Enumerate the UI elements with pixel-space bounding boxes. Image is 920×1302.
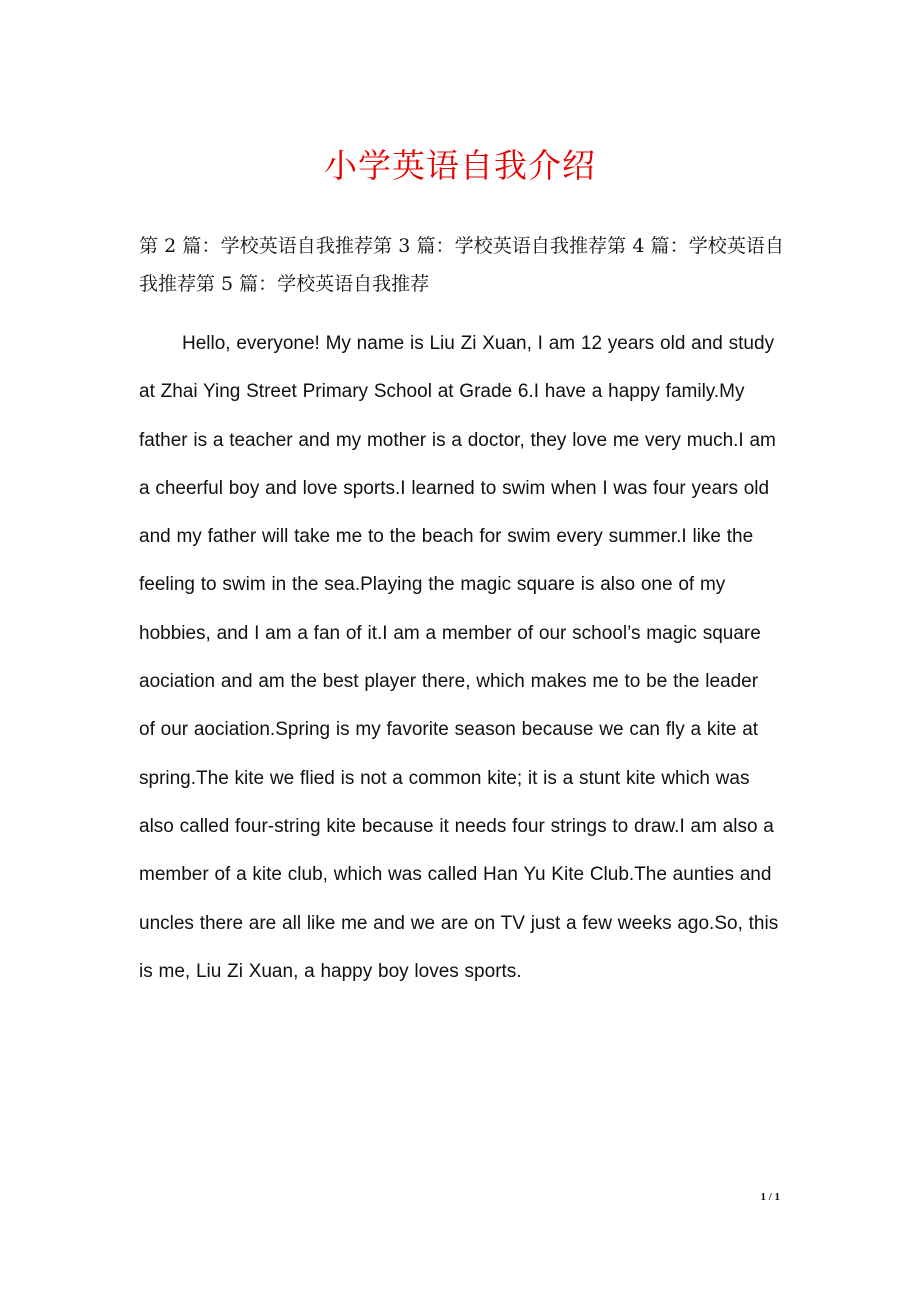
body-paragraph: Hello, everyone! My name is Liu Zi Xuan, I am 12 years old and study at Zhai Ying Street Primary School at Grade 6.I have a happy family.My father is a teacher and my mother is a doctor, they love me very much.I am a cheerful boy and love sports.I learned to swim when I was four years old and my father will take me to the beach for swim every summer.I like the feeling to swim in the sea.Playing the magic square is also one of my hobbies, and I am a fan of it.I am a member of our school’s magic square aociation and am the best player there, which makes me to be the leader of our aociation.Spring is my favorite season because we can fly a kite at spring.The kite we flied is not a common kite; it is a stunt kite which was also called four-string kite because it needs four strings to draw.I am also a member of a kite club, which was called Han Yu Kite Club.The aunties and uncles there are all like me and we are on TV just a few weeks ago.So, this is me, Liu Zi Xuan, a happy boy loves sports. [139, 333, 779, 982]
intro-paragraph: 第 2 篇：学校英语自我推荐第 3 篇：学校英语自我推荐第 4 篇：学校英语自我推荐第 5 篇：学校英语自我推荐 [139, 235, 784, 295]
page-number: 1 / 1 [760, 1191, 780, 1203]
document-title: 小学英语自我介绍 [324, 146, 596, 185]
